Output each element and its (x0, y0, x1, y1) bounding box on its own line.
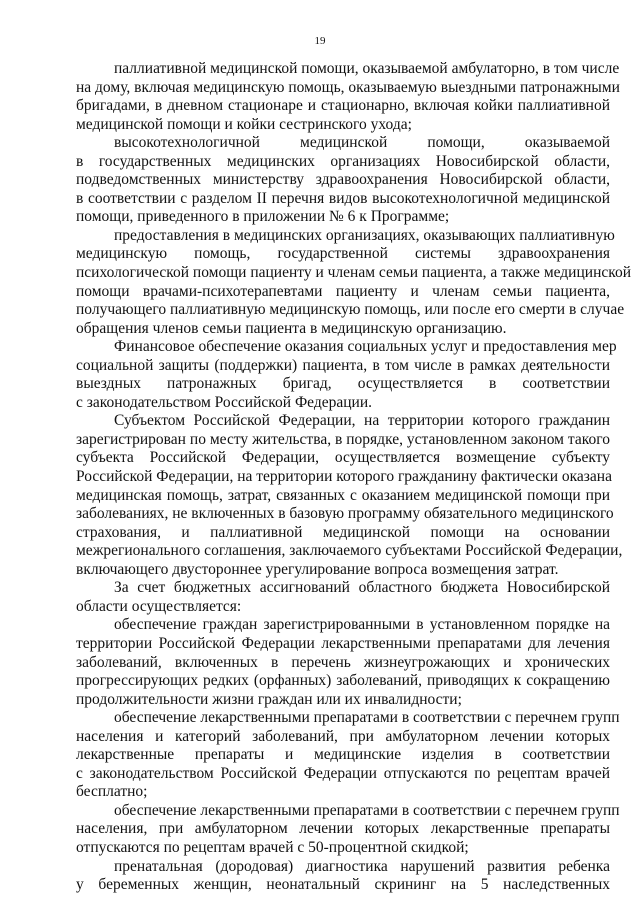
text-line: населения, при амбулаторном лечении которых лекарственные препараты (76, 820, 610, 838)
page-number: 19 (314, 35, 326, 47)
text-line: Субъектом Российской Федерации, на территории которого гражданин (114, 412, 610, 430)
text-line: отпускаются по рецептам врачей с 50-процентной скидкой; (76, 838, 469, 856)
text-line: зарегистрирован по месту жительства, в порядке, установленном законом такого (76, 430, 610, 448)
text-line: получающего паллиативную медицинскую помощь, или после его смерти в случае (76, 301, 625, 319)
text-line: помощи врачами-психотерапевтами пациенту и членам семьи пациента, (76, 282, 610, 300)
text-line: медицинской помощи и койки сестринского ухода; (76, 115, 412, 133)
text-line: области осуществляется: (76, 597, 242, 615)
text-line: страхования, и паллиативной медицинской помощи на основании (76, 523, 610, 541)
text-line: паллиативной медицинской помощи, оказываемой амбулаторно, в том числе (114, 60, 620, 77)
text-line: социальной защиты (поддержки) пациента, в том числе в рамках деятельности (76, 356, 610, 374)
text-line: включающего двустороннее урегулирование вопроса возмещения затрат. (76, 560, 559, 578)
text-line: лекарственные препараты и медицинские изделия в соответствии (76, 746, 610, 764)
text-line: подведомственных министерству здравоохранения Новосибирской области, (76, 171, 610, 189)
text-line: продолжительности жизни граждан или их инвалидности; (76, 690, 462, 708)
text-line: высокотехнологичной медицинской помощи, оказываемой (114, 134, 610, 152)
text-line: межрегионального соглашения, заключаемого субъектами Российской Федерации, (76, 542, 623, 560)
text-line: пренатальная (дородовая) диагностика нарушений развития ребенка (114, 857, 610, 875)
text-line: в государственных медицинских организациях Новосибирской области, (76, 152, 610, 170)
text-line: с законодательством Российской Федерации отпускаются по рецептам врачей (76, 764, 610, 782)
text-line: территории Российской Федерации лекарственными препаратами для лечения (76, 634, 610, 652)
text-line: заболеваниях, не включенных в базовую программу обязательного медицинского (76, 505, 614, 523)
text-line: бесплатно; (76, 783, 148, 801)
text-line: Российской Федерации, на территории которого гражданину фактически оказана (76, 468, 612, 486)
text-line: За счет бюджетных ассигнований областного бюджета Новосибирской (114, 579, 610, 597)
text-line: у беременных женщин, неонатальный скрининг на 5 наследственных (76, 876, 610, 894)
text-line: бригадами, в дневном стационаре и стационарно, включая койки паллиативной (76, 97, 610, 115)
text-line: выездных патронажных бригад, осуществляется в соответствии (76, 375, 610, 393)
text-line: медицинскую помощь, государственной системы здравоохранения (76, 245, 610, 263)
text-line: медицинская помощь, затрат, связанных с оказанием медицинской помощи при (76, 486, 610, 504)
text-line: помощи, приведенного в приложении № 6 к Программе; (76, 208, 450, 226)
text-line: населения и категорий заболеваний, при амбулаторном лечении которых (76, 727, 610, 745)
text-line: обеспечение граждан зарегистрированными в установленном порядке на (114, 616, 610, 634)
text-line: обеспечение лекарственными препаратами в соответствии с перечнем групп (114, 709, 620, 727)
text-line: заболеваний, включенных в перечень жизнеугрожающих и хронических (76, 653, 610, 671)
text-line: на дому, включая медицинскую помощь, оказываемую выездными патронажными (76, 78, 620, 96)
text-line: Финансовое обеспечение оказания социальных услуг и предоставления мер (114, 338, 617, 356)
text-line: с законодательством Российской Федерации. (76, 393, 373, 411)
text-line: предоставления в медицинских организациях, оказывающих паллиативную (114, 226, 615, 244)
text-line: психологической помощи пациенту и членам семьи пациента, а также медицинской (76, 264, 632, 282)
text-line: обеспечение лекарственными препаратами в соответствии с перечнем групп (114, 801, 620, 819)
text-line: субъекта Российской Федерации, осуществляется возмещение субъекту (76, 449, 610, 467)
body-text (76, 60, 632, 895)
text-line: обращения членов семьи пациента в медицинскую организацию. (76, 319, 507, 337)
text-line: прогрессирующих редких (орфанных) заболеваний, приводящих к сокращению (76, 672, 610, 690)
text-line: в соответствии с разделом II перечня видов высокотехнологичной медицинской (76, 189, 610, 207)
